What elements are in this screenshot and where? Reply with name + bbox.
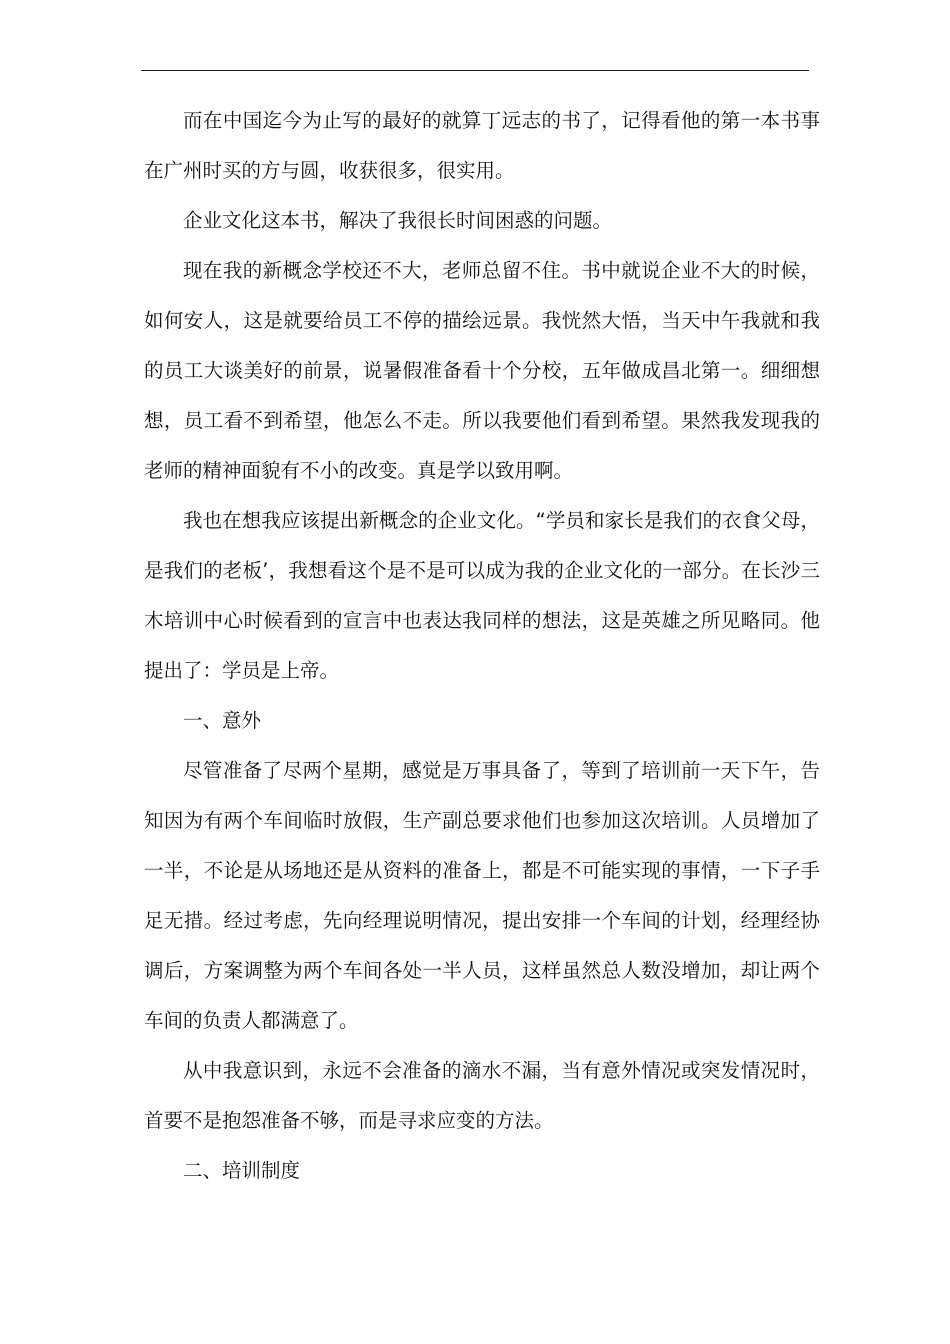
document-body bbox=[144, 96, 820, 1196]
paragraph: 企业文化这本书，解决了我很长时间困惑的问题。 bbox=[183, 209, 613, 232]
paragraph: 现在我的新概念学校还不大，老师总留不住。书中就说企业不大的时候，如何安人，这是就要给员工不停的描绘远景。我恍然大悟，当天中午我就和我的员工大谈美好的前景，说暑假准备看十个分校，五年做成昌北第一。细细想想，员工看不到希望，他怎么不走。所以我要他们看到希望。果然我发现我的老师的精神面貌有不小的改变。真是学以致用啊。 bbox=[144, 259, 820, 482]
header-rule bbox=[141, 70, 809, 71]
section-heading: 一、意外 bbox=[183, 709, 262, 732]
paragraph: 尽管准备了尽两个星期，感觉是万事具备了，等到了培训前一天下午，告知因为有两个车间临时放假，生产副总要求他们也参加这次培训。人员增加了一半，不论是从场地还是从资料的准备上，都是不可能实现的事情，一下子手足无措。经过考虑，先向经理说明情况，提出安排一个车间的计划，经理经协调后，方案调整为两个车间各处一半人员，这样虽然总人数没增加，却让两个车间的负责人都满意了。 bbox=[144, 759, 820, 1032]
section-heading: 二、培训制度 bbox=[183, 1159, 301, 1182]
paragraph: 而在中国迄今为止写的最好的就算丁远志的书了，记得看他的第一本书事在广州时买的方与圆，收获很多，很实用。 bbox=[144, 109, 820, 182]
paragraph: 我也在想我应该提出新概念的企业文化。“学员和家长是我们的衣食父母，是我们的老板’，我想看这个是不是可以成为我的企业文化的一部分。在长沙三木培训中心时候看到的宣言中也表达我同样的想法，这是英雄之所见略同。他提出了：学员是上帝。 bbox=[144, 509, 820, 682]
paragraph: 从中我意识到，永远不会准备的滴水不漏，当有意外情况或突发情况时，首要不是抱怨准备不够，而是寻求应变的方法。 bbox=[144, 1059, 820, 1132]
